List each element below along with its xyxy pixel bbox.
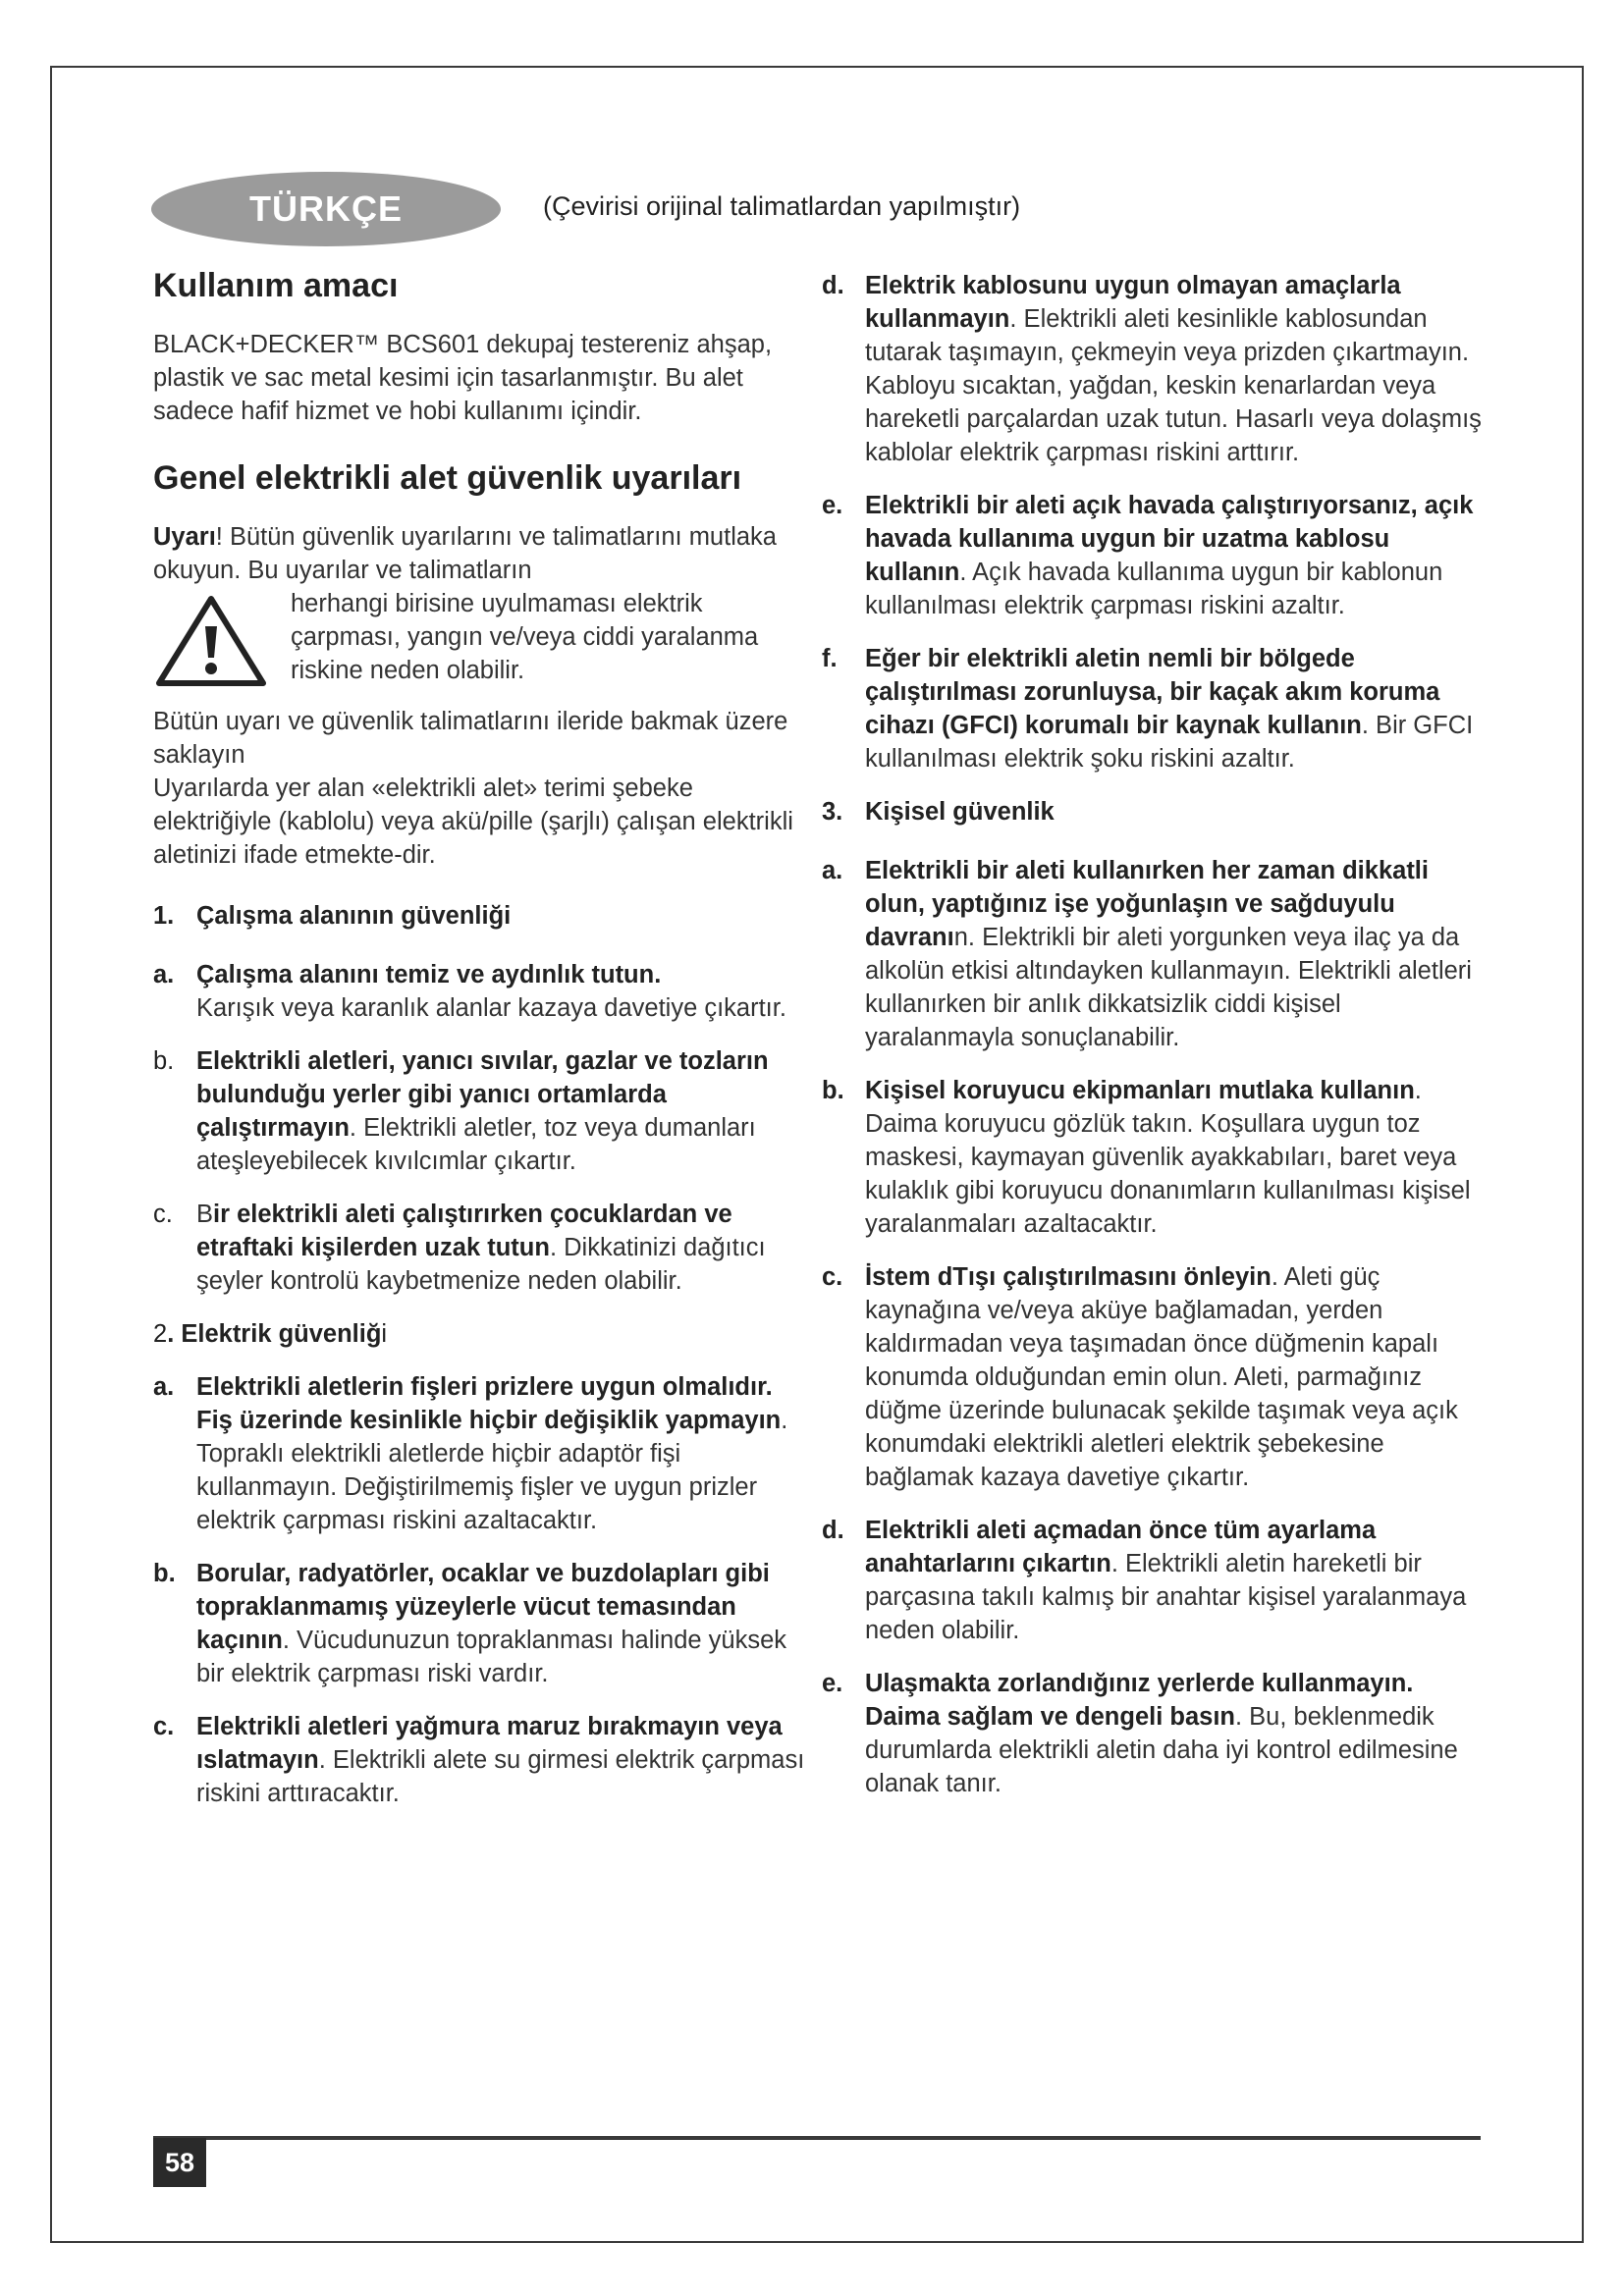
general-warnings-title: Genel elektrikli alet güvenlik uyarıları xyxy=(153,459,742,497)
section-personal-safety: 3. Kişisel güvenlik xyxy=(822,798,1055,826)
left-column xyxy=(153,265,811,1830)
item-2b: b. Borular, radyatörler, ocaklar ve buzdolapları gibi topraklanmamış yüzeylerle vücut temasından kaçının. Vücudunuzun topraklanması halinde yüksek bir elektrik çarpması riski vardır. xyxy=(153,1560,787,1687)
page-number: 58 xyxy=(153,2138,206,2187)
item-2e: e. Elektrikli bir aleti açık havada çalıştırıyorsanız, açık havada kullanıma uygun bir uzatma kablosu kullanın. Açık havada kullanıma uygun bir kablonun kullanılması elektrik çarpması riskini azaltır. xyxy=(822,492,1474,619)
section-electrical-safety: 2 . Elektrik güvenliğ i xyxy=(153,1320,388,1348)
item-2a: a. Elektrikli aletlerin fişleri prizlere uygun olmalıdır. Fiş üzerinde kesinlikle hiçbir değişiklik yapmayın. Topraklı elektrikli aletlerde hiçbir adaptör fişi kullanmayın. Değiştirilmemiş fişler ve uygun prizler elektrik çarpması riskini azaltacaktır. xyxy=(153,1373,788,1534)
keep-instructions: Bütün uyarı ve güvenlik talimatlarını ileride bakmak üzere saklayın xyxy=(153,708,788,769)
item-2c: c. Elektrikli aletleri yağmura maruz bırakmayın veya ıslatmayın. Elektrikli alete su girmesi elektrik çarpması riskini arttıracaktır. xyxy=(153,1713,805,1807)
item-1c: c. Bir elektrikli aleti çalıştırırken çocuklardan ve etraftaki kişilerden uzak tutun. Dikkatinizi dağıtıcı şeyler kontrolü kaybetmenize neden olabilir. xyxy=(153,1201,766,1295)
warning-lead: Uyarı! Bütün güvenlik uyarılarını ve talimatlarını mutlaka okuyun. Bu uyarılar ve talimatların xyxy=(153,523,777,584)
item-1a: a. Çalışma alanını temiz ve aydınlık tutun. Karışık veya karanlık alanlar kazaya davetiye çıkartır. xyxy=(153,961,786,1022)
warning-block xyxy=(153,587,811,689)
item-3b: b. Kişisel koruyucu ekipmanları mutlaka kullanın. Daima koruyucu gözlük takın. Koşullara uygun toz maskesi, kaymayan güvenlik ayakkabıları, baret veya kulaklık gibi koruyucu donanımların kullanılması kişisel yaralanmaları azaltacaktır. xyxy=(822,1077,1471,1238)
item-3a: a. Elektrikli bir aleti kullanırken her zaman dikkatli olun, yaptığınız işe yoğunlaşın ve sağduyulu davranın. Elektrikli bir aleti yorgunken veya ilaç ya da alkolün etkisi altındayken kullanmayın. Elektrikli aletleri kullanırken bir anlık dikkatsizlik ciddi kişisel yaralanmayla sonuçlanabilir. xyxy=(822,857,1472,1051)
warning-label: Uyarı xyxy=(153,523,216,551)
section-work-area: 1. Çalışma alanının güvenliği xyxy=(153,902,512,930)
item-3d: d. Elektrikli aleti açmadan önce tüm ayarlama anahtarlarını çıkartın. Elektrikli aletin hareketli bir parçasına takılı kalmış bir anahtar kişisel yaralanmaya neden olabilir. xyxy=(822,1517,1467,1644)
language-badge: TÜRKÇE xyxy=(151,172,501,246)
footer-rule xyxy=(153,2136,1481,2140)
item-2f: f. Eğer bir elektrikli aletin nemli bir bölgede çalıştırılması zorunluysa, bir kaçak akım koruma cihazı (GFCI) korumalı bir kaynak kullanın. Bir GFCI kullanılması elektrik şoku riskini azaltır. xyxy=(822,645,1474,773)
item-3c: c. İstem dTışı çalıştırılmasını önleyin. Aleti güç kaynağına ve/veya aküye bağlamadan, yerden kaldırmadan veya taşımadan önce düğmenin kapalı konumda olduğundan emin olun. Aleti, parmağınız düğme üzerinde bulunacak şekilde taşımak veya açık konumdaki elektrikli aletleri elektrik şebekesine bağlamak kazaya davetiye çıkartır. xyxy=(822,1263,1458,1491)
item-3e: e. Ulaşmakta zorlandığınız yerlerde kullanmayın. Daima sağlam ve dengeli basın. Bu, beklenmedik durumlarda elektrikli aletin daha iyi kontrol edilmesine olanak tanır. xyxy=(822,1670,1458,1797)
item-1b: b. Elektrikli aletleri, yanıcı sıvılar, gazlar ve tozların bulunduğu yerler gibi yanıcı ortamlarda çalıştırmayın. Elektrikli aletler, toz veya dumanları ateşleyebilecek kıvılcımlar çıkartır. xyxy=(153,1047,769,1175)
power-tool-term: Uyarılarda yer alan «elektrikli alet» terimi şebeke elektriğiyle (kablolu) veya akü/pille (şarjlı) çalışan elektrikli aletinizi ifade etmekte-dir. xyxy=(153,774,793,869)
intended-use-title: Kullanım amacı xyxy=(153,267,399,304)
translation-note: (Çevirisi orijinal talimatlardan yapılmıştır) xyxy=(543,191,1021,221)
warning-triangle-icon xyxy=(153,593,269,689)
warning-rest: herhangi birisine uyulmaması elektrik çarpması, yangın ve/veya ciddi yaralanma riskine neden olabilir. xyxy=(291,590,759,684)
item-2d: d. Elektrik kablosunu uygun olmayan amaçlarla kullanmayın. Elektrikli aleti kesinlikle kablosundan tutarak taşımayın, çekmeyin veya prizden çıkartmayın. Kabloyu sıcaktan, yağdan, keskin kenarlardan veya hareketli parçalardan uzak tutun. Hasarlı veya dolaşmış kablolar elektrik çarpması riskini arttırır. xyxy=(822,272,1482,466)
intended-use-body: BLACK+DECKER™ BCS601 dekupaj testereniz ahşap, plastik ve sac metal kesimi için tasarlanmıştır. Bu alet sadece hafif hizmet ve hobi kullanımı içindir. xyxy=(153,331,773,425)
right-column xyxy=(822,269,1489,1820)
